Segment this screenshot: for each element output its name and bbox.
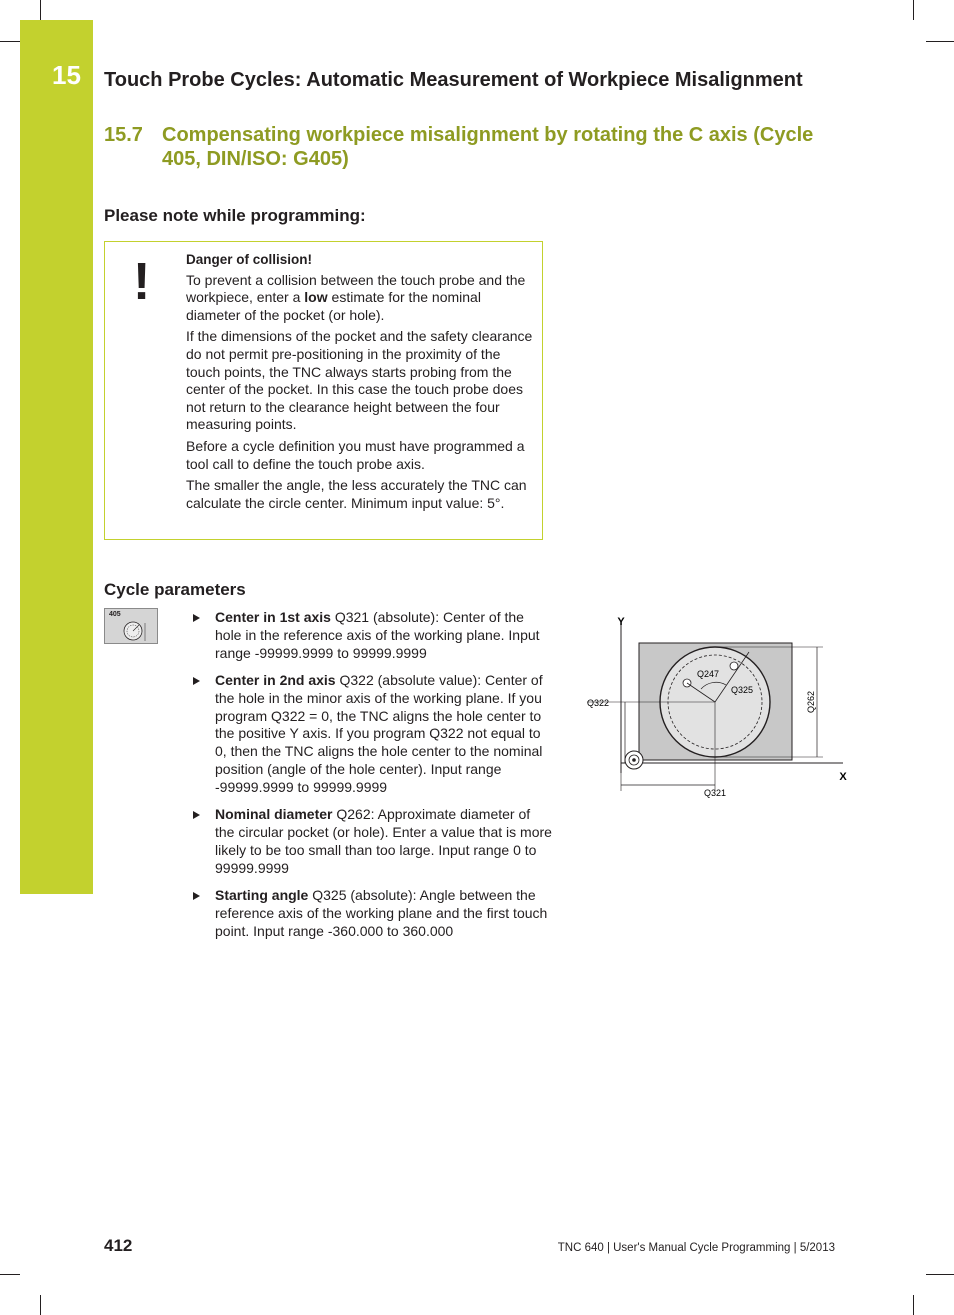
caution-title: Danger of collision! — [186, 252, 313, 267]
param-center-1st-axis: Center in 1st axis Q321 (absolute): Center of the hole in the reference axis of the working plane. Input range -99999.9999 to 99999.9999 — [193, 609, 553, 662]
cycle-icon-label: 405 — [109, 611, 121, 618]
touch-point — [730, 662, 738, 670]
caution-paragraph: Before a cycle definition you must have programmed a tool call to define the touch probe axis. — [186, 437, 525, 472]
caution-content — [186, 251, 536, 516]
bullet-triangle-icon — [193, 811, 200, 819]
exclamation-icon: ! — [133, 253, 151, 311]
page-number: 412 — [104, 1236, 133, 1255]
chapter-sidebar — [20, 20, 93, 894]
cycle-parameters-heading: Cycle parameters — [104, 580, 246, 599]
param-center-2nd-axis: Center in 2nd axis Q322 (absolute value): Center of the hole in the minor axis of the working plane. If you program Q322 = 0, the TNC aligns the hole center to the positive Y axis. If you program Q322 not equal to 0, then the TNC aligns the hole center to the nominal position (angle of the hole center). Input range -99999.9999 to 99999.9999 — [193, 672, 553, 797]
bullet-triangle-icon — [193, 677, 200, 685]
chapter-title: Touch Probe Cycles: Automatic Measurement of Workpiece Misalignment — [104, 69, 803, 91]
q322-label: Q322 — [587, 698, 610, 708]
crop-mark — [40, 0, 41, 20]
crop-mark — [0, 1274, 20, 1275]
q247-label: Q247 — [697, 669, 720, 679]
crop-mark — [0, 41, 20, 42]
cycle-405-diagram — [583, 613, 853, 803]
note-heading: Please note while programming: — [104, 206, 366, 225]
caution-box — [104, 241, 543, 540]
y-axis-label: Y — [617, 616, 625, 628]
section-title-text: Compensating workpiece misalignment by rotating the C axis (Cycle 405, DIN/ISO: G405) — [162, 124, 814, 170]
param-starting-angle: Starting angle Q325 (absolute): Angle between the reference axis of the working plane and the first touch point. Input range -360.000 to 360.000 — [193, 887, 553, 940]
q321-label: Q321 — [703, 788, 727, 798]
bullet-triangle-icon — [193, 614, 200, 622]
crop-mark — [913, 0, 914, 20]
crop-mark — [913, 1295, 914, 1315]
crop-mark — [926, 41, 954, 42]
chapter-number: 15 — [52, 60, 81, 90]
caution-paragraph: To prevent a collision between the touch probe and the workpiece, enter a low estimate for the nominal diameter of the pocket (or hole). — [186, 271, 526, 323]
probe-circle-icon — [105, 609, 157, 643]
q325-label: Q325 — [731, 685, 754, 695]
bullet-triangle-icon — [193, 892, 200, 900]
cycle-405-icon — [104, 608, 158, 644]
x-axis-label: X — [839, 771, 847, 783]
caution-paragraph: The smaller the angle, the less accurately the TNC can calculate the circle center. Minimum input value: 5°. — [186, 477, 527, 511]
crop-mark — [926, 1274, 954, 1275]
param-nominal-diameter: Nominal diameter Q262: Approximate diameter of the circular pocket (or hole). Enter a value that is more likely to be too small than too large. Input range 0 to 99999.9999 — [193, 806, 553, 877]
crop-mark — [40, 1295, 41, 1315]
caution-paragraph: If the dimensions of the pocket and the safety clearance do not permit pre-positioning in the proximity of the touch points, the TNC always starts probing from the center of the pocket. In this case the touch probe does not return to the clearance height between the four measuring points. — [186, 328, 533, 433]
origin-dot — [632, 758, 636, 762]
section-number: 15.7 — [104, 124, 143, 146]
parameter-list — [193, 609, 553, 950]
q262-label: Q262 — [806, 690, 816, 714]
footer-text: TNC 640 | User's Manual Cycle Programming | 5/2013 — [557, 1242, 835, 1254]
